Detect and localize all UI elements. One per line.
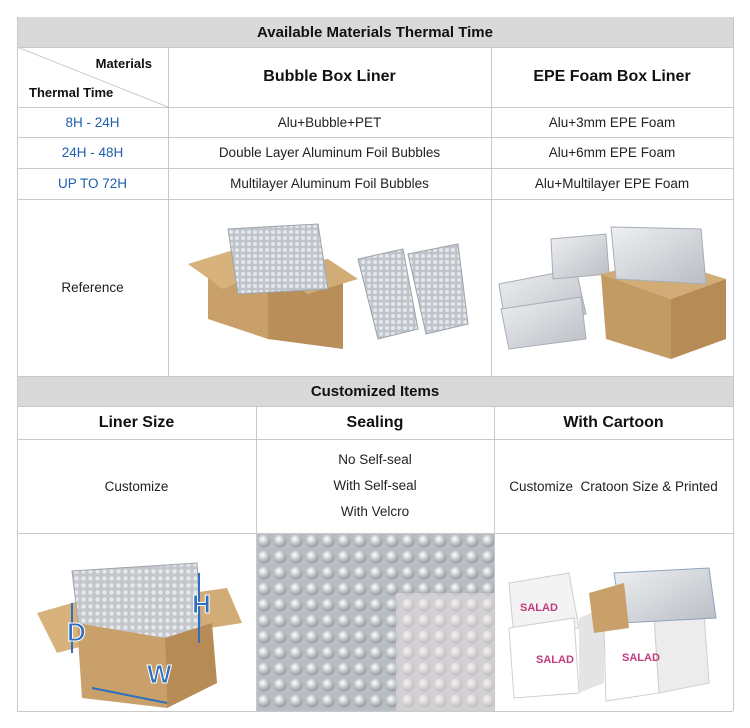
materials-section-title: [17, 17, 733, 47]
table-row-2-bubble: Double Layer Aluminum Foil Bubbles: [218, 145, 441, 160]
cartoon-value: Customize Cratoon Size & Printed: [509, 478, 718, 494]
divider: [491, 47, 492, 376]
bubble-box-liner-header: [168, 47, 491, 107]
table-row-2-time: 24H - 48H: [61, 145, 124, 160]
table-row-1-time: 8H - 24H: [65, 114, 120, 130]
epe-liner-reference-image: [491, 199, 733, 376]
sealing-option: With Self-seal: [333, 478, 417, 493]
divider: [494, 406, 495, 711]
sealing-header: Sealing: [346, 413, 404, 431]
bubble-header-text: Bubble Box Liner: [263, 68, 396, 85]
divider: [17, 533, 733, 534]
divider: [17, 199, 733, 200]
table-row-3-bubble: Multilayer Aluminum Foil Bubbles: [230, 176, 429, 191]
carton-brand-label: SALAD: [520, 602, 558, 614]
dimension-w-label: W: [147, 659, 172, 689]
sealing-options-list: [256, 439, 494, 533]
divider: [17, 17, 18, 711]
divider: [17, 168, 733, 169]
with-cartoon-header: With Cartoon: [563, 413, 664, 431]
corner-thermal-time-label: Thermal Time: [29, 85, 114, 100]
corner-materials-label: Materials: [95, 56, 152, 71]
sealing-option: With Velcro: [340, 504, 410, 519]
sealing-option: No Self-seal: [338, 452, 412, 467]
dimension-h-label: H: [192, 589, 211, 619]
divider: [733, 17, 734, 711]
divider: [17, 406, 733, 407]
divider: [17, 47, 733, 48]
carton-brand-label: SALAD: [622, 652, 660, 664]
divider: [17, 376, 733, 377]
corner-header-cell: [17, 47, 168, 107]
bubble-liner-reference-image: [168, 199, 491, 376]
reference-label: Reference: [61, 280, 124, 295]
printed-cartons-image: [494, 533, 733, 711]
divider: [17, 137, 733, 138]
epe-foam-box-liner-header: [491, 47, 733, 107]
table-row-2-epe: Alu+6mm EPE Foam: [548, 145, 676, 160]
carton-brand-label: SALAD: [536, 654, 574, 666]
dimension-d-label: D: [67, 617, 86, 647]
divider: [17, 107, 733, 108]
divider: [17, 439, 733, 440]
customized-title-text: Customized Items: [310, 382, 440, 400]
epe-header-text: EPE Foam Box Liner: [533, 68, 691, 85]
customized-items-title: [17, 376, 733, 406]
materials-title-text: Available Materials Thermal Time: [257, 23, 493, 41]
dimension-box-image: [17, 533, 256, 711]
divider: [17, 711, 733, 712]
bubble-texture-image: [256, 533, 494, 711]
table-row-1-epe: Alu+3mm EPE Foam: [548, 114, 676, 130]
liner-size-value: Customize: [104, 478, 169, 494]
table-row-3-epe: Alu+Multilayer EPE Foam: [534, 176, 690, 191]
divider: [256, 406, 257, 711]
liner-size-header: Liner Size: [98, 413, 175, 431]
table-row-3-time: UP TO 72H: [57, 176, 128, 191]
table-row-1-bubble: Alu+Bubble+PET: [277, 114, 382, 130]
divider: [168, 47, 169, 376]
